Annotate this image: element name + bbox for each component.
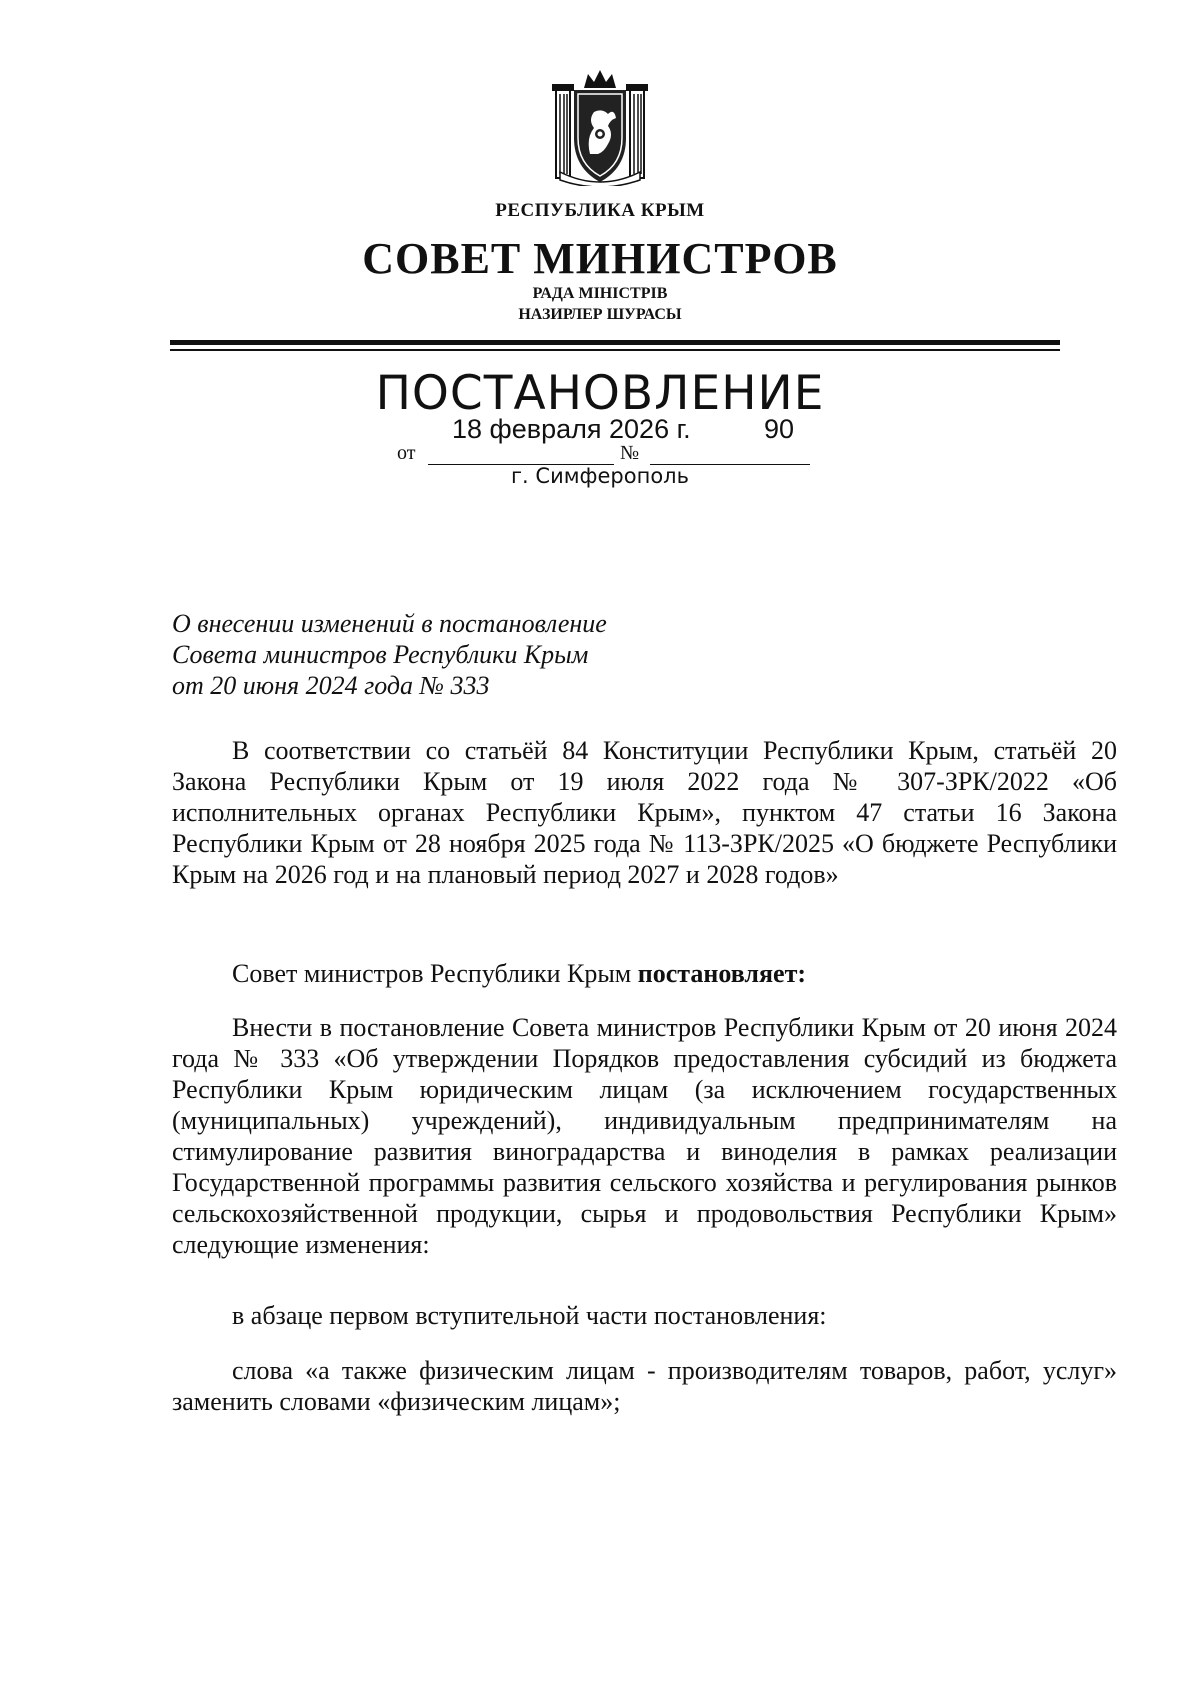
- subject-line: О внесении изменений в постановление: [172, 609, 607, 638]
- republic-name: РЕСПУБЛИКА КРЫМ: [495, 200, 705, 221]
- number-sign-label: №: [620, 442, 640, 464]
- amendment-item: в абзаце первом вступительной части постановления:: [232, 1301, 827, 1330]
- header-divider-thick: [170, 340, 1060, 345]
- coat-of-arms-emblem: [550, 68, 650, 186]
- subject-line: Совета министров Республики Крым: [172, 640, 589, 669]
- decree-title: ПОСТАНОВЛЕНИЕ: [375, 366, 825, 421]
- city-name: г. Симферополь: [511, 464, 689, 488]
- decree-number: 90: [764, 414, 795, 444]
- resolution-paragraph: [172, 958, 1117, 989]
- date-from-label: от: [397, 442, 416, 464]
- decree-subject: [172, 608, 607, 701]
- resolution-text: Совет министров Республики Крым: [232, 959, 638, 988]
- resolution-verb: постановляет:: [637, 959, 807, 988]
- subject-line: от 20 июня 2024 года № 333: [172, 671, 490, 700]
- council-name-ukrainian: РАДА МІНІСТРІВ: [532, 285, 668, 302]
- header-divider-thin: [170, 349, 1060, 351]
- council-name-crimean-tatar: НАЗИРЛЕР ШУРАСЫ: [518, 306, 682, 323]
- amendment-item: слова «а также физическим лицам - производителям товаров, работ, услуг» заменить словами «физическим лицам»;: [172, 1356, 1117, 1416]
- decree-date: 18 февраля 2026 г.: [452, 414, 691, 444]
- preamble-paragraph: В соответствии со статьёй 84 Конституции Республики Крым, статьёй 20 Закона Республики Крым от 19 июля 2022 года № 307-ЗРК/2022 «Об исполнительных органах Республики Крым», пунктом 47 статьи 16 Закона Республики Крым от 28 ноября 2025 года № 113-ЗРК/2025 «О бюджете Республики Крым на 2026 год и на плановый период 2027 и 2028 годов»: [172, 736, 1117, 889]
- council-name: СОВЕТ МИНИСТРОВ: [362, 234, 838, 283]
- amendment-paragraph: Внести в постановление Совета министров Республики Крым от 20 июня 2024 года № 333 «Об утверждении Порядков предоставления субсидий из бюджета Республики Крым юридическим лицам (за исключением государственных (муниципальных) учреждений), индивидуальным предпринимателям на стимулирование развития виноградарства и виноделия в рамках реализации Государственной программы развития сельского хозяйства и регулирования рынков сельскохозяйственной продукции, сырья и продовольствия Республики Крым» следующие изменения:: [172, 1013, 1117, 1259]
